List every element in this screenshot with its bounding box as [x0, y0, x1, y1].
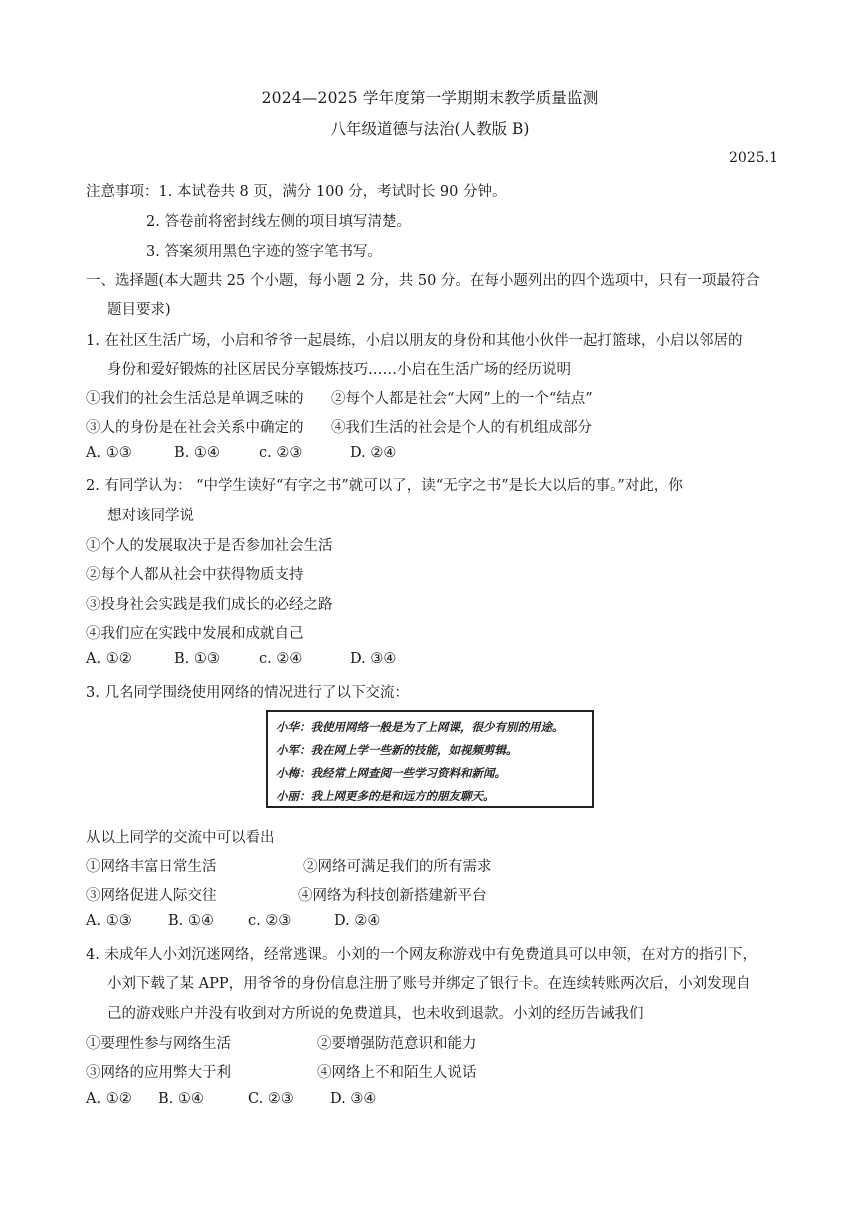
- exam-title: 2024—2025 学年度第一学期期末教学质量监测: [261, 89, 599, 107]
- notes-line-2: 2. 答卷前将密封线左侧的项目填写清楚。: [146, 214, 411, 230]
- q3-statements-row-2: [86, 884, 487, 905]
- q2-stem: 2. 有同学认为： “中学生读好“有字之书”就可以了，读“无字之书”是长大以后的事。”对此，你: [86, 478, 683, 494]
- q4-option-d[interactable]: D. ③④: [330, 1091, 377, 1107]
- q2-statement-2: ②每个人都从社会中获得物质支持: [86, 567, 304, 583]
- notes-line-3: 3. 答案须用黑色字迹的签字笔书写。: [146, 244, 382, 260]
- q2-statement-4: ④我们应在实践中发展和成就自己: [86, 626, 304, 642]
- q4-statement-4: ④网络上不和陌生人说话: [317, 1065, 477, 1081]
- q3-option-c[interactable]: c. ②③: [248, 913, 292, 929]
- notes-line-1: 注意事项：1. 本试卷共 8 页，满分 100 分，考试时长 90 分钟。: [86, 184, 507, 200]
- q3-statement-4: ④网络为科技创新搭建新平台: [298, 888, 487, 904]
- q4-statement-3: ③网络的应用弊大于利: [86, 1065, 231, 1081]
- q3-statement-3: ③网络促进人际交往: [86, 888, 217, 904]
- section-heading-cont: 题目要求): [107, 302, 171, 318]
- q4-statements-row-2: [86, 1061, 477, 1082]
- q3-chat-line-4: 小丽：我上网更多的是和远方的朋友聊天。: [276, 789, 495, 803]
- q4-statement-1: ①要理性参与网络生活: [86, 1036, 231, 1052]
- q3-statement-1: ①网络丰富日常生活: [86, 859, 217, 875]
- q2-statement-3: ③投身社会实践是我们成长的必经之路: [86, 597, 333, 613]
- q2-options: [86, 651, 396, 667]
- exam-subtitle: 八年级道德与法治(人教版 B): [330, 120, 530, 138]
- q4-stem-cont-2: 己的游戏账户并没有收到对方所说的免费道具，也未收到退款。小刘的经历告诫我们: [107, 1006, 644, 1022]
- q2-option-d[interactable]: D. ③④: [350, 651, 397, 667]
- q1-option-a[interactable]: A. ①③: [86, 445, 132, 461]
- q1-option-b[interactable]: B. ①④: [174, 445, 220, 461]
- q1-statement-3: ③人的身份是在社会关系中确定的: [86, 420, 304, 436]
- exam-date: 2025.1: [729, 150, 778, 166]
- q4-option-c[interactable]: C. ②③: [248, 1091, 294, 1107]
- q4-options: [86, 1091, 376, 1107]
- q1-statement-4: ④我们生活的社会是个人的有机组成部分: [331, 420, 592, 436]
- q3-option-b[interactable]: B. ①④: [168, 913, 214, 929]
- q3-option-d[interactable]: D. ②④: [334, 913, 381, 929]
- q4-option-b[interactable]: B. ①④: [158, 1091, 204, 1107]
- q3-chat-line-2: 小军：我在网上学一些新的技能，如视频剪辑。: [276, 743, 518, 757]
- q2-stem-cont: 想对该同学说: [107, 508, 194, 524]
- q3-statement-2: ②网络可满足我们的所有需求: [303, 859, 492, 875]
- q1-statements-row-2: [86, 416, 592, 437]
- q1-statement-2: ②每个人都是社会“大网”上的一个“结点”: [331, 391, 593, 407]
- q3-statements-row-1: [86, 855, 492, 876]
- q1-option-d[interactable]: D. ②④: [350, 445, 397, 461]
- q4-option-a[interactable]: A. ①②: [86, 1091, 132, 1107]
- q3-stem: 3. 几名同学围绕使用网络的情况进行了以下交流：: [86, 685, 409, 701]
- q1-option-c[interactable]: c. ②③: [259, 445, 303, 461]
- q2-option-c[interactable]: c. ②④: [259, 651, 303, 667]
- section-heading: 一、选择题(本大题共 25 个小题，每小题 2 分，共 50 分。在每小题列出的四个选项中，只有一项最符合: [86, 273, 760, 289]
- q4-statement-2: ②要增强防范意识和能力: [317, 1036, 477, 1052]
- q4-stem: 4. 未成年人小刘沉迷网络，经常逃课。小刘的一个网友称游戏中有免费道具可以申领，在对方的指引下，: [86, 947, 757, 963]
- q1-options: [86, 445, 396, 461]
- q1-stem: 1. 在社区生活广场，小启和爷爷一起晨练，小启以朋友的身份和其他小伙伴一起打篮球，小启以邻居的: [86, 333, 743, 349]
- q1-statement-1: ①我们的社会生活总是单调乏味的: [86, 391, 304, 407]
- q4-statements-row-1: [86, 1032, 477, 1053]
- q3-chat-line-1: 小华：我使用网络一般是为了上网课，很少有别的用途。: [276, 720, 564, 734]
- q1-stem-cont: 身份和爱好锻炼的社区居民分享锻炼技巧……小启在生活广场的经历说明: [107, 362, 571, 378]
- q3-option-a[interactable]: A. ①③: [86, 913, 132, 929]
- q2-statement-1: ①个人的发展取决于是否参加社会生活: [86, 538, 333, 554]
- q4-stem-cont-1: 小刘下载了某 APP，用爷爷的身份信息注册了账号并绑定了银行卡。在连续转账两次后，小刘发现自: [107, 976, 751, 992]
- q3-chat-box: [266, 710, 594, 808]
- q2-option-b[interactable]: B. ①③: [174, 651, 220, 667]
- q3-options: [86, 913, 380, 929]
- q3-lead: 从以上同学的交流中可以看出: [86, 830, 275, 846]
- q2-option-a[interactable]: A. ①②: [86, 651, 132, 667]
- q3-chat-line-3: 小梅：我经常上网查阅一些学习资料和新闻。: [276, 766, 506, 780]
- q1-statements-row-1: [86, 387, 593, 408]
